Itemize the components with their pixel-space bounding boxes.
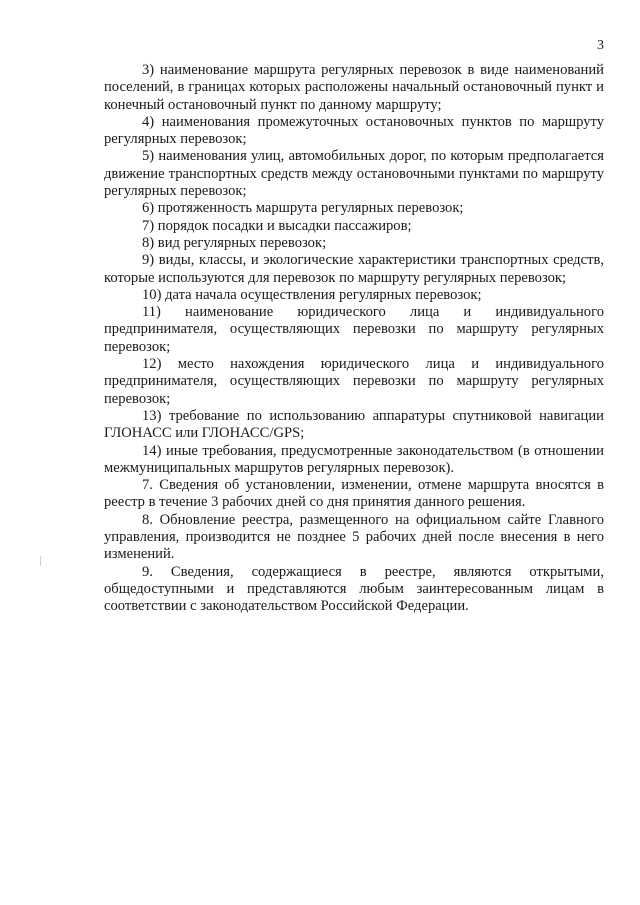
paragraph-item-5: 5) наименования улиц, автомобильных дорог, по которым предполагается движение транспортных средств между остановочными пунктами по маршруту регулярных перевозок; (104, 148, 604, 200)
paragraph-item-7: 7) порядок посадки и высадки пассажиров; (142, 217, 412, 234)
paragraph-item-11: 11) наименование юридического лица и индивидуального предпринимателя, осуществляющих перевозки по маршруту регулярных перевозок; (104, 304, 604, 355)
paragraph-item-13: 13) требование по использованию аппаратуры спутниковой навигации ГЛОНАСС или ГЛОНАСС/GPS; (104, 407, 604, 442)
page-number: 3 (597, 38, 604, 53)
paragraph-item-9: 9) виды, классы, и экологические характеристики транспортных средств, которые используются для перевозок по маршруту регулярных перевозок; (104, 252, 604, 286)
paragraph-item-12: 12) место нахождения юридического лица и индивидуального предпринимателя, осуществляющих перевозки по маршруту регулярных перевозок; (104, 356, 604, 407)
scan-artifact (40, 556, 41, 566)
paragraph-item-4: 4) наименования промежуточных остановочных пунктов по маршруту регулярных перевозок; (104, 113, 604, 148)
paragraph-section-8: 8. Обновление реестра, размещенного на официальном сайте Главного управления, производится не позднее 5 рабочих дней после внесения в него изменений. (104, 511, 604, 563)
paragraph-item-6: 6) протяженность маршрута регулярных перевозок; (142, 200, 464, 217)
paragraph-section-9: 9. Сведения, содержащиеся в реестре, являются открытыми, общедоступными и представляются любым заинтересованным лицам в соответствии с законодательством Российской Федерации. (104, 563, 604, 615)
paragraph-item-14: 14) иные требования, предусмотренные законодательством (в отношении межмуниципальных маршрутов регулярных перевозок). (104, 442, 604, 476)
paragraph-section-7: 7. Сведения об установлении, изменении, отмене маршрута вносятся в реестр в течение 3 рабочих дней со дня принятия данного решения. (104, 477, 604, 511)
paragraph-item-3: 3) наименование маршрута регулярных перевозок в виде наименований поселений, в границах которых расположены начальный остановочный пункт и конечный остановочный пункт по данному маршруту; (104, 62, 604, 113)
paragraph-item-8: 8) вид регулярных перевозок; (142, 234, 327, 251)
document-body (104, 62, 604, 616)
paragraph-item-10: 10) дата начала осуществления регулярных перевозок; (142, 286, 482, 303)
